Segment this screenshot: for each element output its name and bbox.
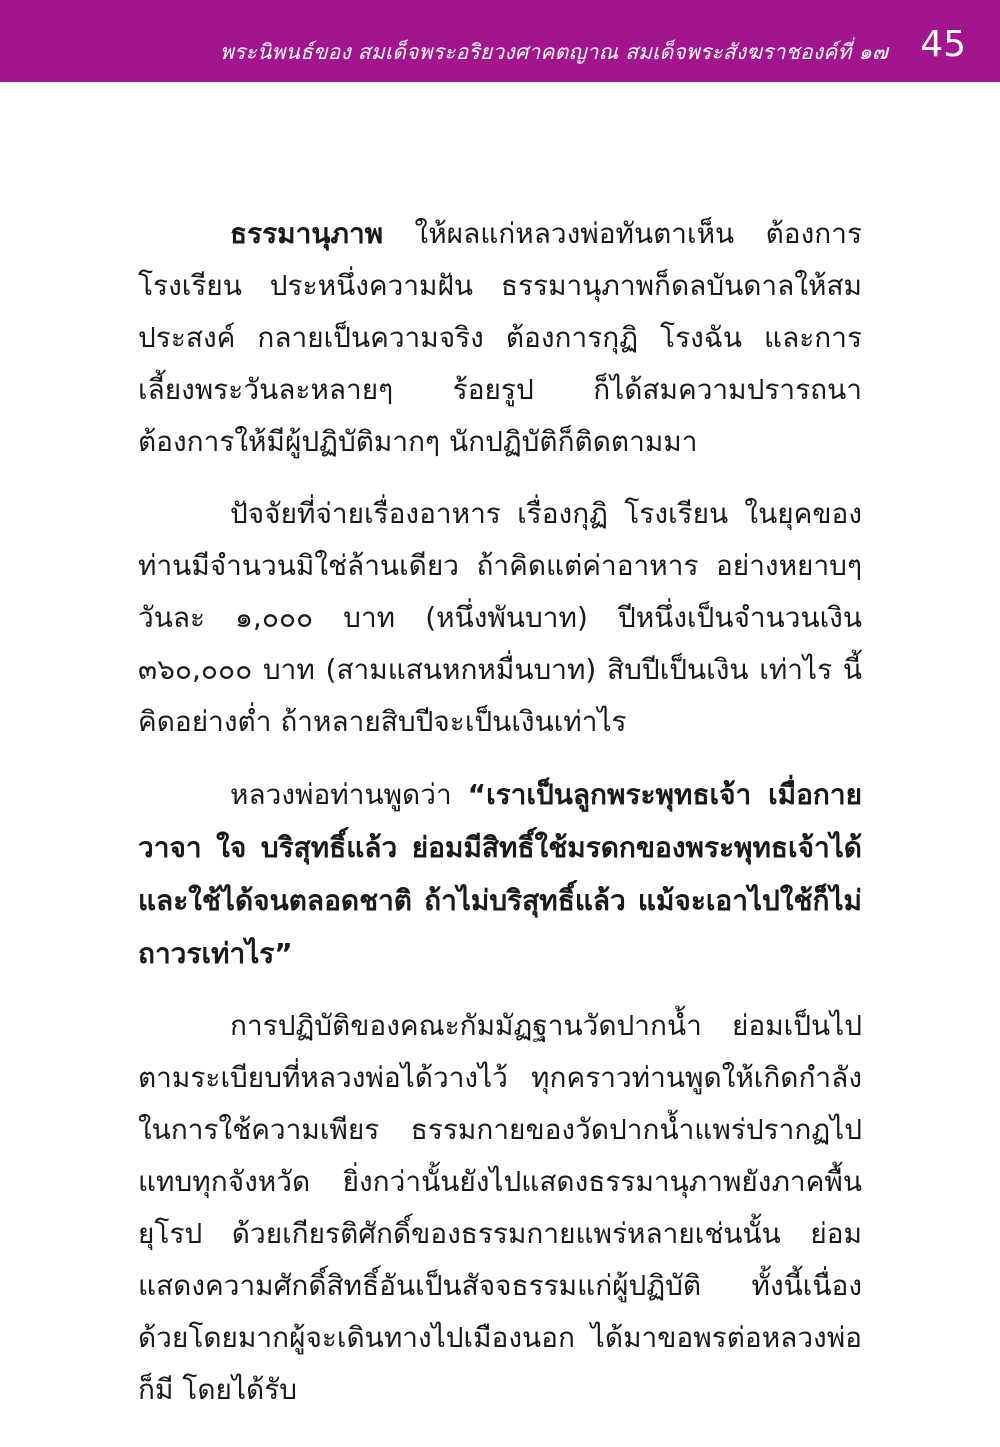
running-header-title: พระนิพนธ์ของ สมเด็จพระอริยวงศาคตญาณ สมเด็จพระสังฆราชองค์ที่ ๑๗ xyxy=(219,40,888,64)
paragraph-2 xyxy=(138,488,862,748)
page-body xyxy=(138,208,862,1436)
paragraph-1-lead-term: ธรรมานุภาพ xyxy=(230,217,384,250)
paragraph-4 xyxy=(138,1000,862,1416)
paragraph-4-text: การปฏิบัติของคณะกัมมัฏฐานวัดปากน้ำ ย่อมเป็นไปตามระเบียบที่หลวงพ่อได้วางไว้ ทุกคราวท่านพูดให้เกิดกำลังในการใช้ความเพียร ธรรมกายของวัดปากน้ำแพร่ปรากฏไปแทบทุกจังหวัด ยิ่งกว่านั้นยังไปแสดงธรรมานุภาพยังภาคพื้นยุโรป ด้วยเกียรติศักดิ์ของธรรมกายแพร่หลายเช่นนั้น ย่อมแสดงความศักดิ์สิทธิ์อันเป็นสัจจธรรมแก่ผู้ปฏิบัติ ทั้งนี้เนื่องด้วยโดยมากผู้จะเดินทางไปเมืองนอก ได้มาขอพรต่อหลวงพ่อก็มี โดยได้รับ xyxy=(138,1009,862,1406)
paragraph-1 xyxy=(138,208,862,468)
paragraph-2-text: ปัจจัยที่จ่ายเรื่องอาหาร เรื่องกุฏิ โรงเรียน ในยุคของท่านมีจำนวนมิใช่ล้านเดียว ถ้าคิดแต่ค่าอาหาร อย่างหยาบๆ วันละ ๑,๐๐๐ บาท (หนึ่งพันบาท) ปีหนึ่งเป็นจำนวนเงิน ๓๖๐,๐๐๐ บาท (สามแสนหกหมื่นบาท) สิบปีเป็นเงิน เท่าไร นี้คิดอย่างต่ำ ถ้าหลายสิบปีจะเป็นเงินเท่าไร xyxy=(138,497,862,738)
paragraph-3-quote: “เราเป็นลูกพระพุทธเจ้า เมื่อกาย วาจา ใจ บริสุทธิ์แล้ว ย่อมมีสิทธิ์ใช้มรดกของพระพุทธเจ้าได้ และใช้ได้จนตลอดชาติ ถ้าไม่บริสุทธิ์แล้ว แม้จะเอาไปใช้ก็ไม่ถาวรเท่าไร” xyxy=(138,778,862,970)
page-number: 45 xyxy=(920,24,966,65)
paragraph-3 xyxy=(138,768,862,980)
paragraph-3-lead: หลวงพ่อท่านพูดว่า xyxy=(230,778,468,811)
header-band xyxy=(0,0,1000,82)
paragraph-1-text: ให้ผลแก่หลวงพ่อทันตาเห็น ต้องการโรงเรียน ประหนึ่งความฝัน ธรรมานุภาพก็ดลบันดาลให้สมประสงค์ กลายเป็นความจริง ต้องการกุฏิ โรงฉัน และการเลี้ยงพระวันละหลายๆ ร้อยรูป ก็ได้สมความปรารถนา ต้องการให้มีผู้ปฏิบัติมากๆ นักปฏิบัติก็ติดตามมา xyxy=(138,217,862,458)
